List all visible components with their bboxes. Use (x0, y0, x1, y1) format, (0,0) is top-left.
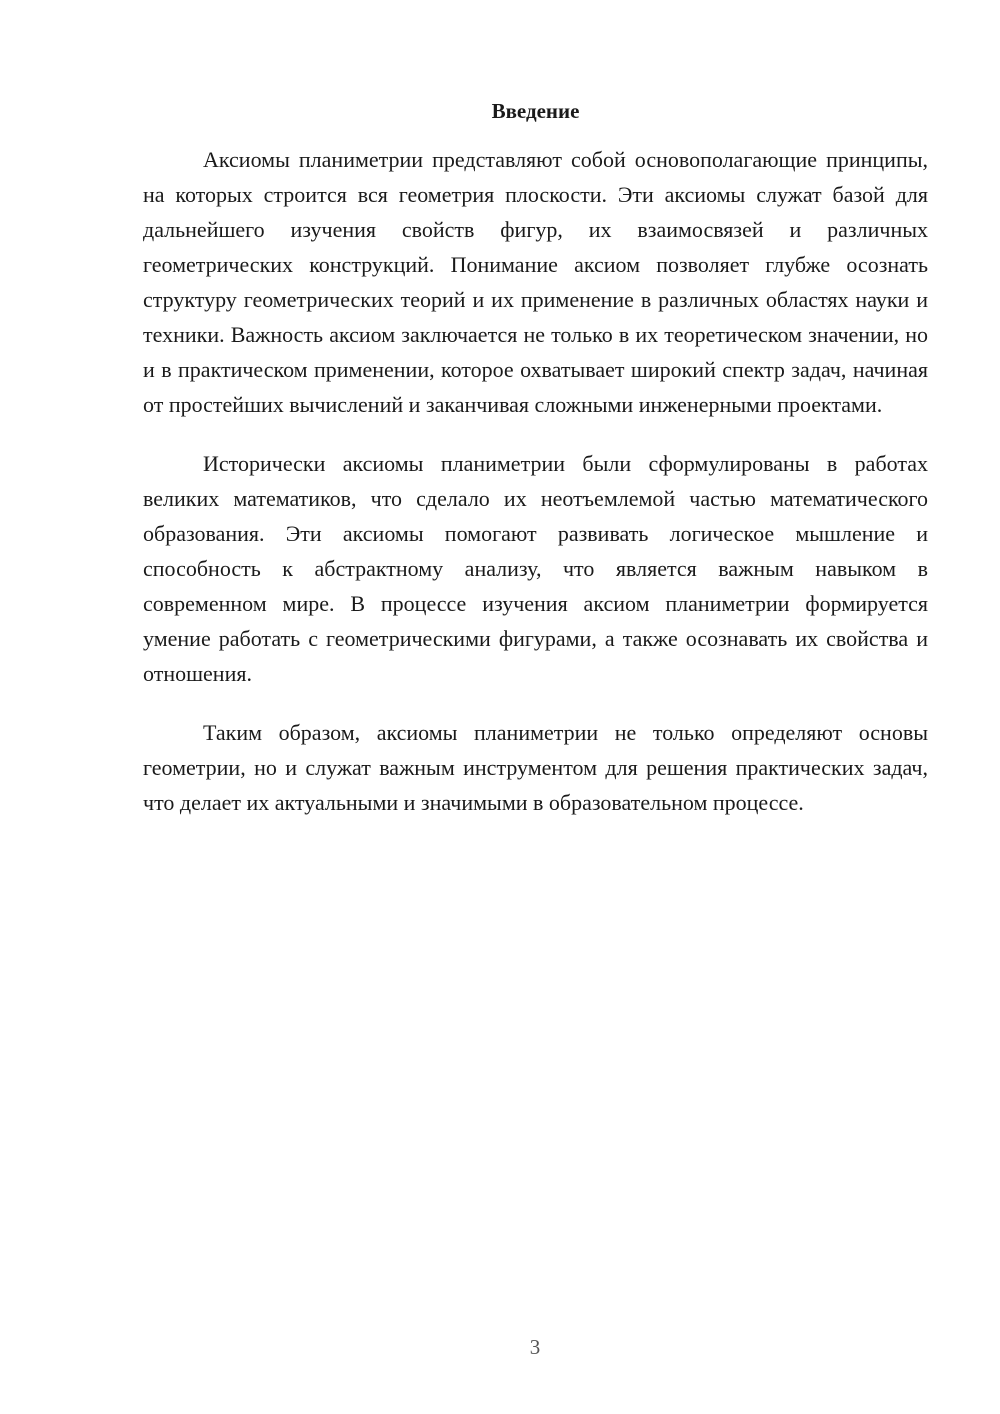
paragraph-3: Таким образом, аксиомы планиметрии не только определяют основы геометрии, но и служат важным инструментом для решения практических задач, что делает их актуальными и значимыми в образовательном процессе. (143, 720, 928, 815)
page-number: 3 (529, 1335, 541, 1359)
section-heading: Введение (491, 99, 580, 123)
page-content (143, 96, 928, 844)
paragraph-1: Аксиомы планиметрии представляют собой основополагающие принципы, на которых строится вся геометрия плоскости. Эти аксиомы служат базой для дальнейшего изучения свойств фигур, их взаимосвязей и различных геометрических конструкций. Понимание аксиом позволяет глубже осознать структуру геометрических теорий и их применение в различных областях науки и техники. Важность аксиом заключается не только в их теоретическом значении, но и в практическом применении, которое охватывает широкий спектр задач, начиная от простейших вычислений и заканчивая сложными инженерными проектами. (143, 147, 928, 417)
paragraph-2: Исторически аксиомы планиметрии были сформулированы в работах великих математиков, что сделало их неотъемлемой частью математического образования. Эти аксиомы помогают развивать логическое мышление и способность к абстрактному анализу, что является важным навыком в современном мире. В процессе изучения аксиом планиметрии формируется умение работать с геометрическими фигурами, а также осознавать их свойства и отношения. (143, 451, 928, 686)
